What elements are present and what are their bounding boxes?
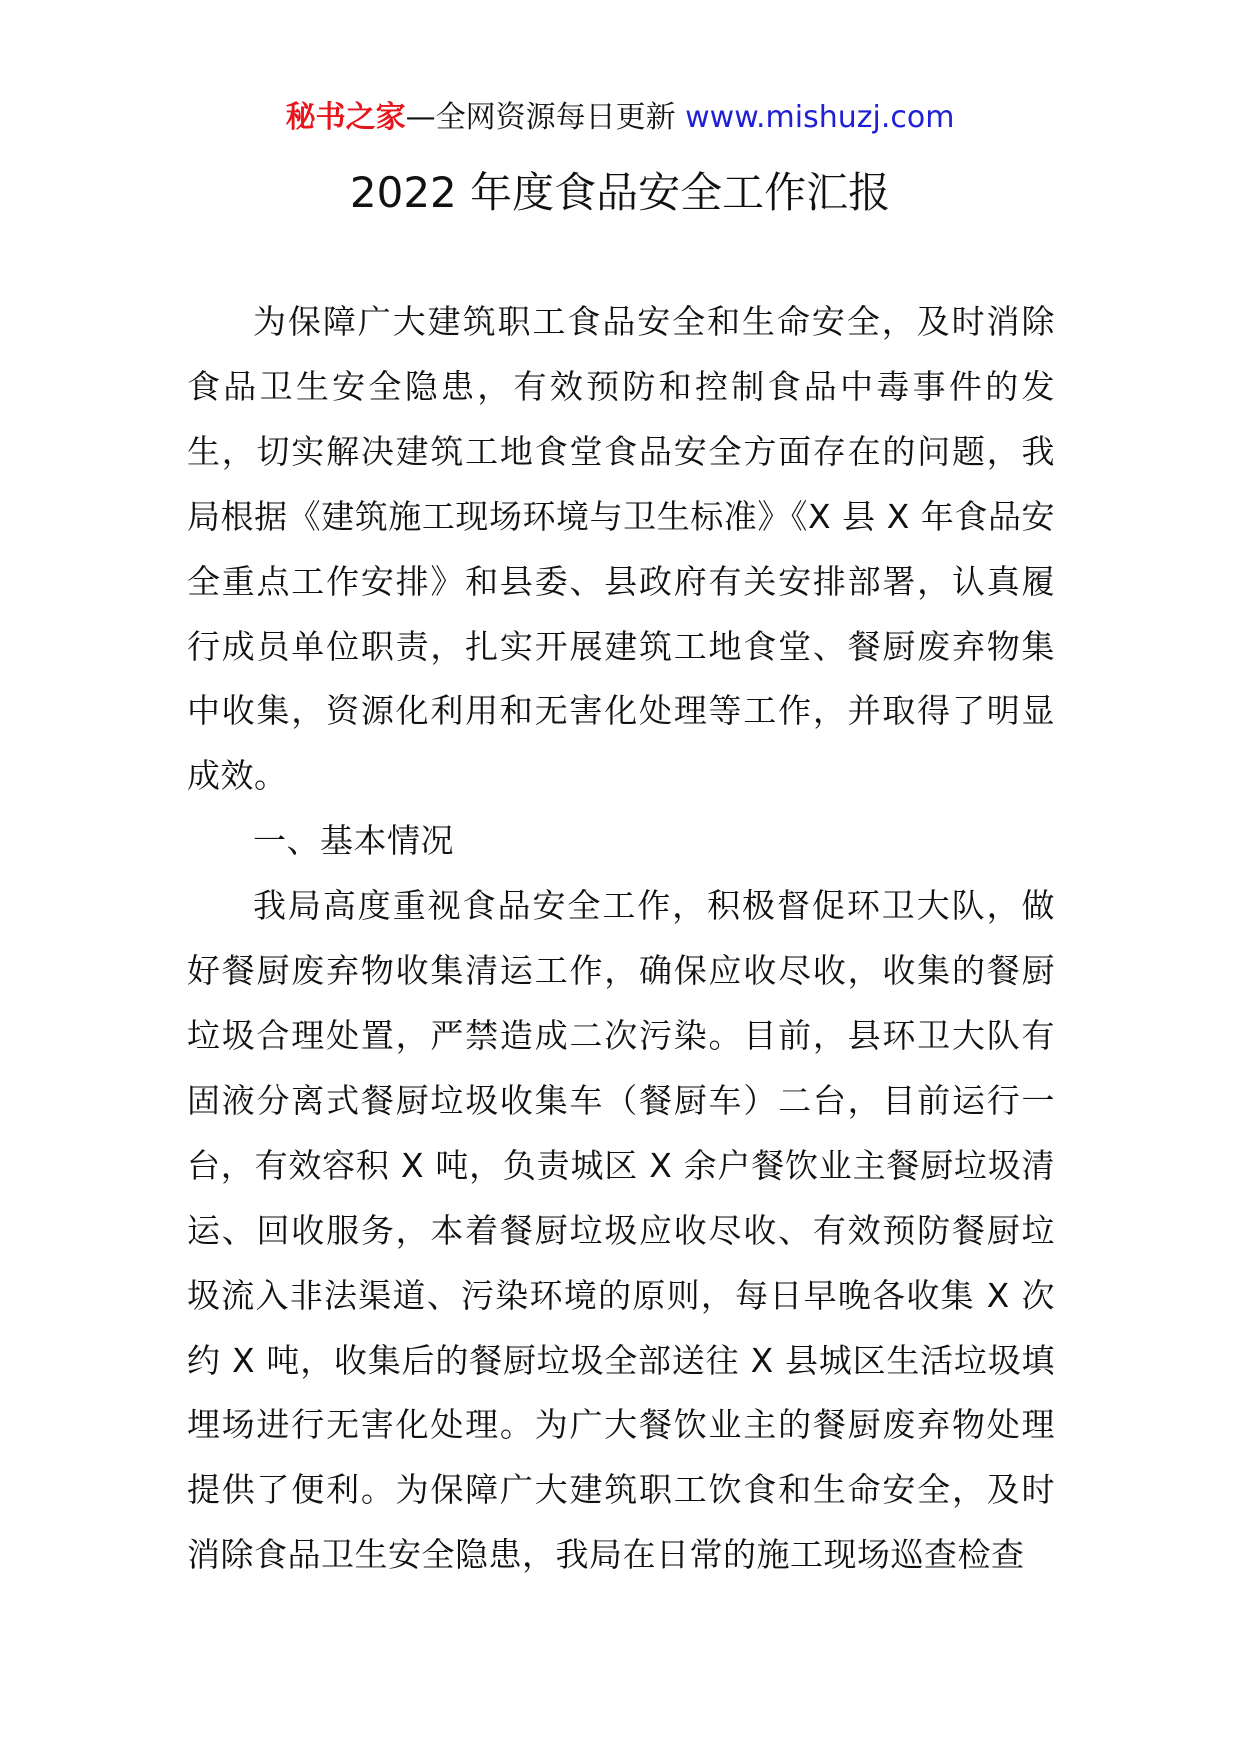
document-body [187,290,1055,1588]
intro-paragraph: 为保障广大建筑职工食品安全和生命安全，及时消除食品卫生安全隐患，有效预防和控制食品中毒事件的发生，切实解决建筑工地食堂食品安全方面存在的问题，我局根据《建筑施工现场环境与卫生标准》《X 县 X 年食品安全重点工作安排》和县委、县政府有关安排部署，认真履行成员单位职责，扎实开展建筑工地食堂、餐厨废弃物集中收集，资源化利用和无害化处理等工作，并取得了明显成效。 [187,302,1055,796]
site-url-link[interactable]: www.mishuzj.com [685,100,955,135]
site-header-banner [0,98,1240,138]
section-heading-basic-situation: 一、基本情况 [253,821,454,861]
header-slogan: —全网资源每日更新 [405,100,686,135]
brand-name: 秘书之家 [285,100,406,135]
basic-situation-paragraph: 我局高度重视食品安全工作，积极督促环卫大队，做好餐厨废弃物收集清运工作，确保应收尽收，收集的餐厨垃圾合理处置，严禁造成二次污染。目前，县环卫大队有固液分离式餐厨垃圾收集车（餐厨车）二台，目前运行一台，有效容积 X 吨，负责城区 X 余户餐饮业主餐厨垃圾清运、回收服务，本着餐厨垃圾应收尽收、有效预防餐厨垃圾流入非法渠道、污染环境的原则，每日早晚各收集 X 次约 X 吨，收集后的餐厨垃圾全部送往 X 县城区生活垃圾填埋场进行无害化处理。为广大餐饮业主的餐厨废弃物处理提供了便利。为保障广大建筑职工饮食和生命安全，及时消除食品卫生安全隐患，我局在日常的施工现场巡查检查 [187,886,1055,1575]
document-title: 2022 年度食品安全工作汇报 [349,168,891,217]
